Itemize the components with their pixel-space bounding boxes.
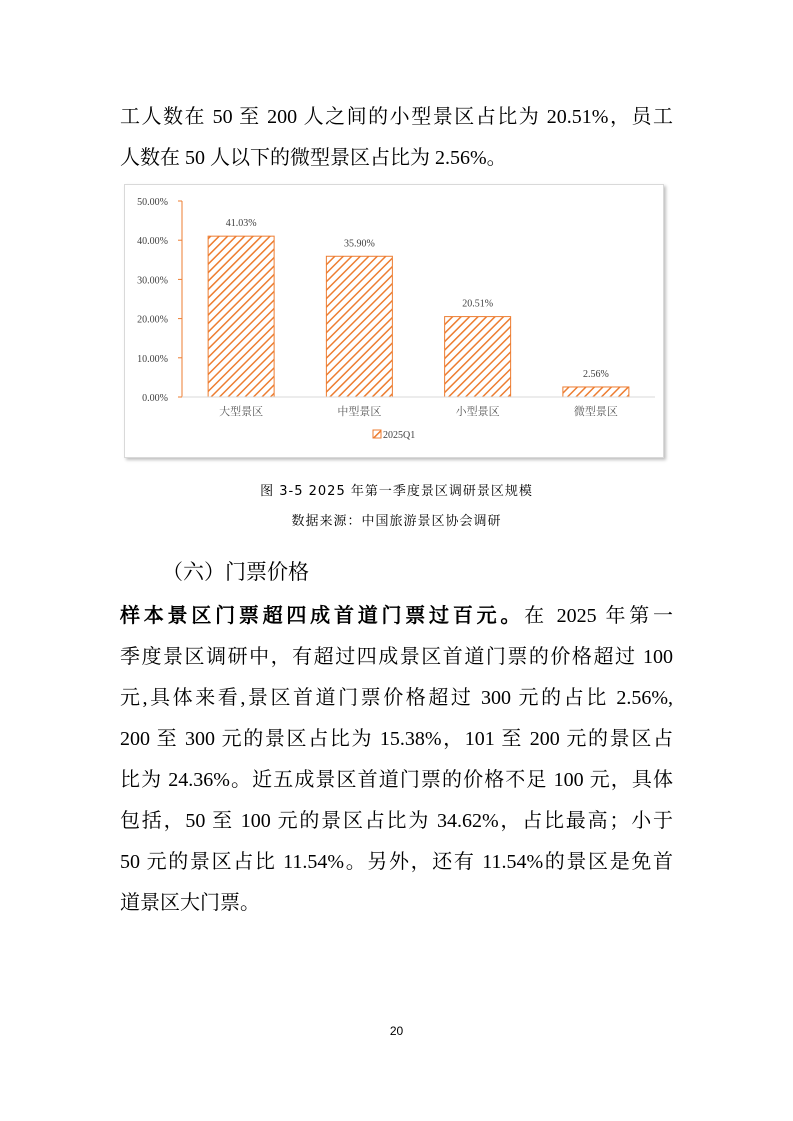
x-axis xyxy=(182,397,655,418)
intro-line-1: 工人数在 50 至 200 人之间的小型景区占比为 20.51%，员工 xyxy=(120,106,673,128)
legend xyxy=(373,430,415,441)
bar-2 xyxy=(326,256,392,397)
ticket-line-6: 包括，50 至 100 元的景区占比为 34.62%，占比最高；小于 xyxy=(120,810,673,832)
intro-line-2: 人数在 50 人以下的微型景区占比为 2.56%。 xyxy=(120,147,507,169)
bars xyxy=(208,236,629,397)
bold-lead: 样本景区门票超四成首道门票过百元。 xyxy=(120,605,525,627)
ticket-line-4: 200 至 300 元的景区占比为 15.38%，101 至 200 元的景区占 xyxy=(120,728,673,750)
x-tick-label: 微型景区 xyxy=(573,405,618,418)
ticket-line-2: 季度景区调研中，有超过四成景区首道门票的价格超过 100 xyxy=(120,646,673,668)
ticket-line-3: 元,具体来看,景区首道门票价格超过 300 元的占比 2.56%, xyxy=(120,687,673,709)
y-tick-label: 40.00% xyxy=(137,236,168,248)
legend-label: 2025Q1 xyxy=(383,430,416,441)
page-number: 20 xyxy=(389,1024,404,1038)
data-labels xyxy=(226,218,609,380)
bar-1 xyxy=(208,236,274,397)
bar-chart-svg xyxy=(125,185,663,457)
bar-chart xyxy=(124,184,664,458)
y-tick-label: 0.00% xyxy=(142,393,168,404)
ticket-line-8: 道景区大门票。 xyxy=(120,892,260,914)
data-label: 41.03% xyxy=(225,218,257,230)
data-label: 2.56% xyxy=(582,368,609,380)
intro-paragraph xyxy=(120,97,673,179)
y-tick-label: 20.00% xyxy=(137,314,168,326)
y-tick-label: 10.00% xyxy=(137,353,168,365)
figure-caption: 图 3-5 2025 年第一季度景区调研景区规模 xyxy=(260,484,533,499)
bar-4 xyxy=(563,387,629,397)
bar-3 xyxy=(445,317,511,397)
data-label: 35.90% xyxy=(343,238,375,250)
figure-source: 数据来源：中国旅游景区协会调研 xyxy=(291,514,502,529)
section-heading: （六）门票价格 xyxy=(162,560,309,584)
ticket-line-1 xyxy=(120,596,673,637)
x-tick-label: 小型景区 xyxy=(455,405,500,418)
first-line-rest: 在 2025 年第一 xyxy=(524,605,674,627)
data-label: 20.51% xyxy=(462,298,494,310)
legend-swatch xyxy=(373,430,381,438)
x-tick-label: 中型景区 xyxy=(337,405,382,418)
y-tick-label: 30.00% xyxy=(137,275,168,287)
x-tick-label: 大型景区 xyxy=(219,405,264,418)
ticket-line-5: 比为 24.36%。近五成景区首道门票的价格不足 100 元，具体 xyxy=(120,769,673,791)
y-axis xyxy=(137,197,182,404)
ticket-line-7: 50 元的景区占比 11.54%。另外，还有 11.54%的景区是免首 xyxy=(120,851,673,873)
ticket-paragraph xyxy=(120,596,673,924)
y-tick-label: 50.00% xyxy=(137,197,168,208)
